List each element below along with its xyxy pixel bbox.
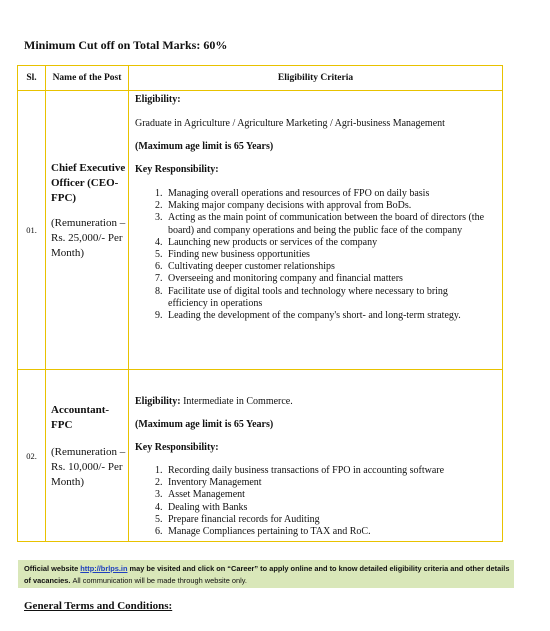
website-notice bbox=[18, 560, 514, 588]
list-item: 6. Manage Compliances pertaining to TAX and RoC. bbox=[165, 526, 490, 538]
table-row bbox=[18, 370, 503, 542]
list-item: 6. Cultivating deeper customer relationships bbox=[165, 261, 490, 273]
responsibility-list bbox=[135, 465, 490, 538]
eligibility-label: Eligibility: bbox=[135, 396, 181, 407]
list-item: 1. Recording daily business transactions of FPO in accounting software bbox=[165, 465, 490, 477]
list-item: 5. Finding new business opportunities bbox=[165, 249, 490, 261]
row-sl: 02. bbox=[18, 370, 46, 542]
table-row bbox=[18, 91, 503, 370]
remuneration: (Remuneration – Rs. 10,000/- Per Month) bbox=[51, 446, 126, 488]
header-post: Name of the Post bbox=[46, 66, 129, 91]
terms-heading: General Terms and Conditions: bbox=[24, 600, 173, 612]
responsibility-label: Key Responsibility: bbox=[135, 442, 219, 453]
list-item: 5. Prepare financial records for Auditing bbox=[165, 514, 490, 526]
age-limit: (Maximum age limit is 65 Years) bbox=[135, 141, 274, 152]
list-item: 7. Overseeing and monitoring company and financial matters bbox=[165, 273, 490, 285]
list-item: 4. Launching new products or services of the company bbox=[165, 237, 490, 249]
cutoff-heading: Minimum Cut off on Total Marks: 60% bbox=[24, 38, 228, 52]
list-item: 2. Inventory Management bbox=[165, 477, 490, 489]
post-title: Accountant-FPC bbox=[51, 404, 110, 431]
notice-text: may be visited and click on “Career” to apply online and to know detailed eligibility criteria and other details of vacancies. bbox=[24, 564, 510, 585]
responsibility-list bbox=[135, 188, 490, 322]
list-item: 3. Asset Management bbox=[165, 489, 490, 501]
qualification: Graduate in Agriculture / Agriculture Marketing / Agri-business Management bbox=[135, 118, 445, 129]
list-item: 1. Managing overall operations and resources of FPO on daily basis bbox=[165, 188, 490, 200]
list-item: 8. Facilitate use of digital tools and technology where necessary to bring efficiency in operations bbox=[165, 286, 490, 310]
eligibility-text: Intermediate in Commerce. bbox=[180, 396, 293, 407]
age-limit: (Maximum age limit is 65 Years) bbox=[135, 419, 274, 430]
header-sl: Sl. bbox=[18, 66, 46, 91]
post-cell bbox=[46, 91, 129, 370]
header-criteria: Eligibility Criteria bbox=[129, 66, 503, 91]
list-item: 9. Leading the development of the company's short- and long-term strategy. bbox=[165, 310, 490, 322]
notice-prefix: Official website bbox=[24, 564, 81, 573]
list-item: 3. Acting as the main point of communication between the board of directors (the board) and company operations and being the public face of the company bbox=[165, 212, 490, 236]
eligibility-table bbox=[17, 65, 503, 542]
row-sl: 01. bbox=[18, 91, 46, 370]
post-title: Chief Executive Officer (CEO-FPC) bbox=[51, 162, 126, 204]
notice-suffix: All communication will be made through website only. bbox=[72, 575, 247, 585]
table-header-row bbox=[18, 66, 503, 91]
post-cell bbox=[46, 370, 129, 542]
criteria-cell bbox=[129, 91, 503, 370]
responsibility-label: Key Responsibility: bbox=[135, 164, 219, 175]
website-link[interactable]: http://brlps.in bbox=[80, 564, 128, 573]
remuneration: (Remuneration – Rs. 25,000/- Per Month) bbox=[51, 217, 126, 259]
eligibility-label: Eligibility: bbox=[135, 94, 181, 105]
criteria-cell bbox=[129, 370, 503, 542]
list-item: 4. Dealing with Banks bbox=[165, 502, 490, 514]
list-item: 2. Making major company decisions with approval from BoDs. bbox=[165, 200, 490, 212]
